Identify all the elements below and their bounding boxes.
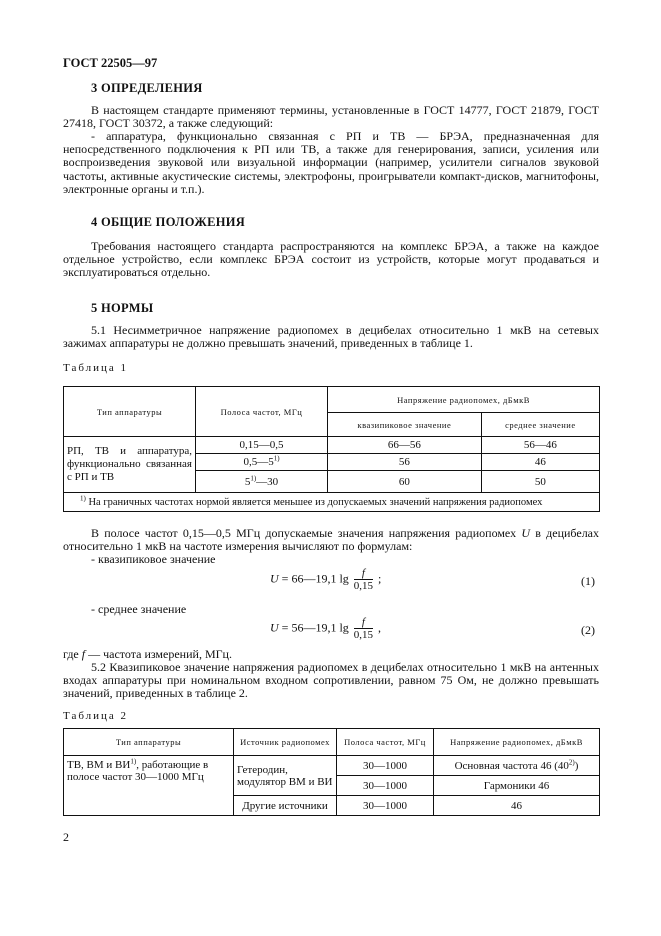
t1-row-1-avg: 56—46: [481, 437, 599, 454]
t2-row-1-value: Основная частота 46 (40$^{2)}$): [434, 756, 600, 776]
t2-header-voltage: Напряжение радиопомех, дБмкВ: [434, 729, 600, 756]
formula-2-number: (2): [581, 623, 595, 637]
t1-row-2-band: 0,5—5$^{1)}$: [196, 454, 328, 471]
t1-header-voltage: Напряжение радиопомех, дБмкВ: [328, 387, 600, 413]
section-5-band-text: В полосе частот 0,15—0,5 МГц допускаемые значения напряжения радиопомех U в децибелах относительно 1 мкВ на частоте измерения вычисляют по формулам:: [63, 526, 600, 554]
section-4-para-1: Требования настоящего стандарта распространяются на комплекс БРЭА, а также на каждое отдельное устройство, если комплекс БРЭА состоит из устройств, которые могут продаваться и эксплуатироваться отдельно.: [63, 239, 599, 280]
t1-header-band: Полоса частот, МГц: [196, 387, 328, 437]
t1-row-2-avg: 46: [481, 454, 599, 471]
section-3-para-1: В настоящем стандарте применяют термины, установленные в ГОСТ 14777, ГОСТ 21879, ГОСТ 27418, ГОСТ 30372, а также следующий:: [63, 103, 599, 131]
t2-row-2-band: 30—1000: [337, 776, 434, 796]
t1-row-3-qp: 60: [328, 471, 482, 493]
t1-header-qp: квазипиковое значение: [328, 413, 482, 437]
table-2-caption: Таблица 2: [63, 710, 129, 722]
t2-type-cell: ТВ, ВМ и ВИ$^{1)}$, работающие в полосе частот 30—1000 МГц: [64, 756, 234, 816]
t1-footnote: $^{1)}$ На граничных частотах нормой является меньшее из допускаемых значений напряжения радиопомех: [64, 493, 600, 512]
document-code: ГОСТ 22505—97: [63, 56, 158, 70]
formula-2: U = 56—19,1 lg $\frac{f}{0,15}$ ,: [270, 616, 382, 641]
t1-header-avg: среднее значение: [481, 413, 599, 437]
t2-row-1-band: 30—1000: [337, 756, 434, 776]
section-3-title: 3 ОПРЕДЕЛЕНИЯ: [91, 81, 203, 95]
t2-header-source: Источник радиопомех: [234, 729, 337, 756]
section-5-para-5-1: 5.1 Несимметричное напряжение радиопомех в децибелах относительно 1 мкВ на сетевых зажимах аппаратуры не должно превышать значений, приведенных в таблице 1.: [63, 323, 599, 351]
t2-source-1: Гетеродин, модулятор ВМ и ВИ: [234, 756, 337, 796]
page-number: 2: [63, 830, 69, 844]
t2-row-3-value: 46: [434, 796, 600, 816]
t1-row-3-avg: 50: [481, 471, 599, 493]
t2-row-2-value: Гармоники 46: [434, 776, 600, 796]
formula-where: где f — частота измерений, МГц.: [63, 647, 232, 661]
formula-1: U = 66—19,1 lg $\frac{f}{0,15}$ ;: [270, 567, 382, 592]
table-1-caption: Таблица 1: [63, 362, 129, 374]
section-5-title: 5 НОРМЫ: [91, 301, 154, 315]
t2-header-band: Полоса частот, МГц: [337, 729, 434, 756]
section-5-para-5-2: 5.2 Квазипиковое значение напряжения радиопомех в децибелах относительно 1 мкВ на антенных входах аппаратуры при номинальном входном сопротивлении, равном 75 Ом, не должно превышать значений, приведенных в таблице 2.: [63, 660, 599, 701]
t2-header-type: Тип аппаратуры: [64, 729, 234, 756]
t2-row-3-band: 30—1000: [337, 796, 434, 816]
section-4-title: 4 ОБЩИЕ ПОЛОЖЕНИЯ: [91, 215, 246, 229]
t1-row-1-qp: 66—56: [328, 437, 482, 454]
t1-header-type: Тип аппаратуры: [64, 387, 196, 437]
t1-row-2-qp: 56: [328, 454, 482, 471]
table-1: [63, 386, 600, 512]
bullet-quasi-peak: - квазипиковое значение: [91, 552, 216, 566]
t1-row-1-band: 0,15—0,5: [196, 437, 328, 454]
t1-row-3-band: 5$^{1)}$—30: [196, 471, 328, 493]
formula-1-number: (1): [581, 574, 595, 588]
t1-type-cell: РП, ТВ и аппаратура, функционально связанная с РП и ТВ: [64, 437, 196, 493]
table-2: [63, 728, 600, 816]
section-3-para-2: - аппаратура, функционально связанная с РП и ТВ — БРЭА, предназначенная для непосредственного подключения к РП или ТВ, а также для генерирования, записи, усиления или воспроизведения звуковой или визуальной информации (например, усилители сигналов звуковой частоты, активные акустические системы, электрофоны, проигрыватели компакт-дисков, магнитофоны, электронные органы и т.п.).: [63, 129, 599, 196]
bullet-average: - среднее значение: [91, 602, 187, 616]
t2-source-2: Другие источники: [234, 796, 337, 816]
